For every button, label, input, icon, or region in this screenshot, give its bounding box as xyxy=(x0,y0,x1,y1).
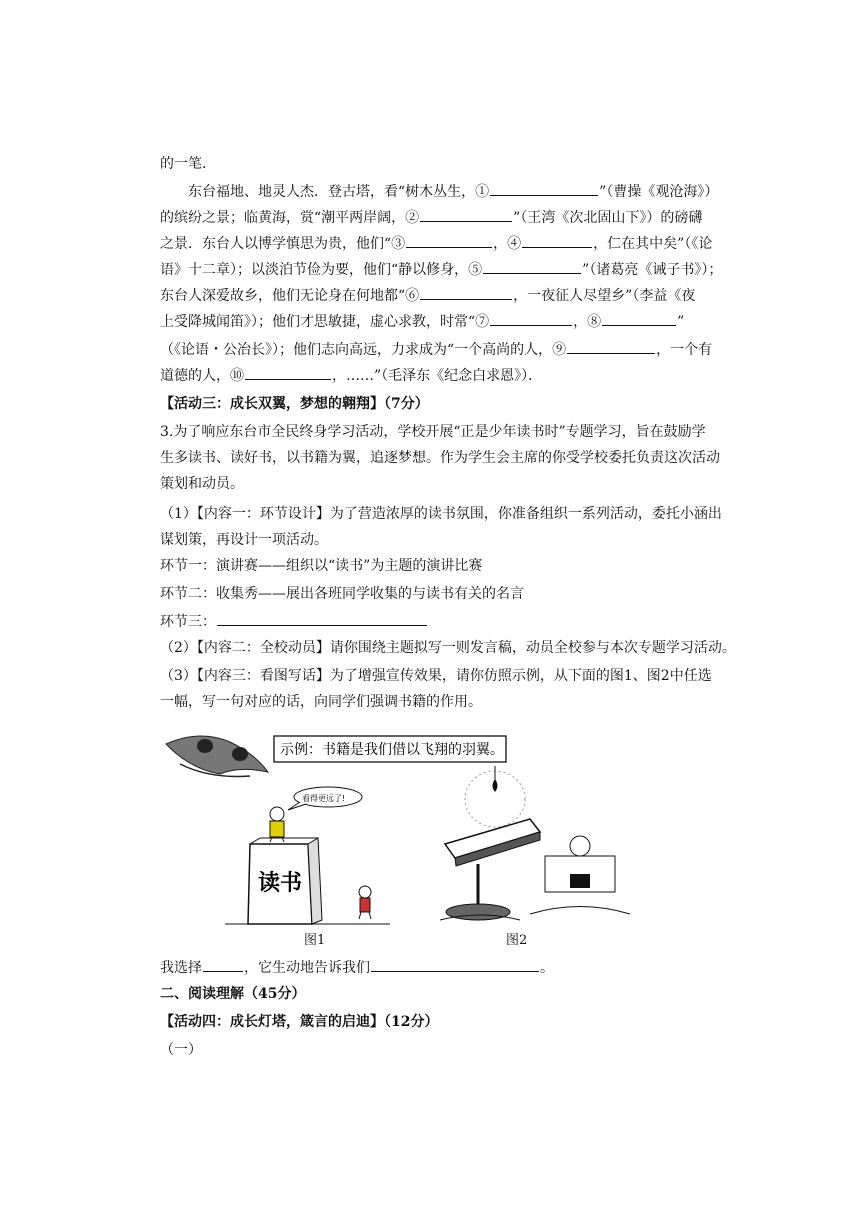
text-line-8 xyxy=(160,340,720,360)
text: 之景．东台人以博学慎思为贵，他们“③ xyxy=(160,236,406,252)
text: ，一夜征人尽望乡”（李益《夜 xyxy=(513,288,696,304)
part-2-heading: 二、阅读理解（45分） xyxy=(160,986,306,1002)
question-3-line-2: 生多读书、读好书，以书籍为翼，追逐梦想。作为学生会主席的你受学校委托负责这次活动 xyxy=(160,450,720,466)
fill-blank-10[interactable] xyxy=(245,367,331,380)
text: 我选择 xyxy=(160,960,202,976)
text: 东台福地、地灵人杰．登古塔，看“树木丛生，① xyxy=(188,184,490,200)
fill-blank-3[interactable] xyxy=(406,235,492,248)
text: （《论语・公冶长》）；他们志向高远，力求成为“一个高尚的人，⑨ xyxy=(160,342,567,358)
text: ，一个有 xyxy=(656,342,713,358)
fill-blank-2[interactable] xyxy=(420,209,512,222)
subquestion-3-line-2: 一幅，写一句对应的话，向同学们强调书籍的作用。 xyxy=(160,694,482,710)
speech-bubble-text: 看得更远了! xyxy=(302,794,346,803)
example-text: 示例：书籍是我们借以飞翔的羽翼。 xyxy=(280,742,504,758)
text: ，仁在其中矣”（《论 xyxy=(593,236,713,252)
figure-1-book-illustration xyxy=(225,787,390,924)
segment-2: 环节二：收集秀——展出各班同学收集的与读书有关的名言 xyxy=(160,586,524,602)
text: ”（诸葛亮《诫子书》）； xyxy=(582,262,723,278)
text: 道德的人，⑩ xyxy=(160,368,244,384)
flying-figures-icon xyxy=(166,736,268,777)
text: ”（王湾《次北固山下》）的磅礴 xyxy=(513,210,703,226)
subquestion-2: （2）【内容二：全校动员】请你围绕主题拟写一则发言稿，动员全校参与本次专题学习活动。 xyxy=(160,640,736,656)
question-3-line-1: 3.为了响应东台市全民终身学习活动，学校开展“正是少年读书时”专题学习，旨在鼓励学 xyxy=(160,424,706,440)
text: ” xyxy=(677,314,685,330)
text: 。 xyxy=(540,960,554,976)
text-line-6 xyxy=(160,286,720,306)
text-line-7 xyxy=(160,312,720,332)
subsection-1: （一） xyxy=(160,1042,202,1058)
segment-3 xyxy=(160,612,720,632)
question-3-line-3: 策划和动员。 xyxy=(160,476,244,492)
fill-blank-8[interactable] xyxy=(602,313,676,326)
figure-1-caption: 图1 xyxy=(304,933,326,948)
meaning-blank[interactable] xyxy=(371,959,539,972)
text: ，……”（毛泽东《纪念白求恩》）． xyxy=(332,368,543,384)
fill-blank-9[interactable] xyxy=(567,341,655,354)
section-heading-activity-3: 【活动三：成长双翼，梦想的翱翔】（7分） xyxy=(160,396,429,412)
section-heading-activity-4: 【活动四：成长灯塔，箴言的启迪】（12分） xyxy=(160,1014,439,1030)
text: 东台人深爱故乡，他们无论身在何地都“⑥ xyxy=(160,288,420,304)
subquestion-3-line-1: （3）【内容三：看图写话】为了增强宣传效果，请你仿照示例，从下面的图1、图2中任选 xyxy=(160,668,712,684)
text-line-9 xyxy=(160,366,720,386)
text-line-2 xyxy=(188,182,748,202)
text: 语》十二章）；以淡泊节俭为要，他们“静以修身，⑤ xyxy=(160,262,483,278)
cartoon-illustration xyxy=(160,724,720,949)
subquestion-1-line-2: 谋划策，再设计一项活动。 xyxy=(160,532,328,548)
text: ，④ xyxy=(493,236,522,252)
text: ”（曹操《观沧海》） xyxy=(599,184,719,200)
choice-blank[interactable] xyxy=(203,959,243,972)
book-label: 读书 xyxy=(258,871,303,896)
cartoon-figures xyxy=(160,724,720,949)
text-line-1 xyxy=(160,154,720,174)
fill-blank-6[interactable] xyxy=(420,287,512,300)
choice-line xyxy=(160,958,720,978)
answer-blank-segment-3[interactable] xyxy=(217,613,427,626)
subquestion-1-line-1: （1）【内容一：环节设计】为了营造浓厚的读书氛围，你准备组织一系列活动，委托小涵出 xyxy=(160,506,722,522)
text-line-4 xyxy=(160,234,720,254)
text: ，⑧ xyxy=(573,314,602,330)
fill-blank-4[interactable] xyxy=(522,235,592,248)
text: 的一笔． xyxy=(160,156,216,172)
text-line-3 xyxy=(160,208,720,228)
text: 的缤纷之景；临黄海，赏“潮平两岸阔，② xyxy=(160,210,420,226)
figure-2-caption: 图2 xyxy=(506,933,528,948)
fill-blank-1[interactable] xyxy=(490,183,598,196)
text: 上受降城闻笛》）；他们才思敏捷，虚心求教，时常“⑦ xyxy=(160,314,490,330)
figure-2-lamp-book-illustration xyxy=(440,766,630,920)
fill-blank-5[interactable] xyxy=(483,261,581,274)
fill-blank-7[interactable] xyxy=(490,313,572,326)
text: 环节三： xyxy=(160,614,216,630)
text-line-5 xyxy=(160,260,723,280)
segment-1: 环节一：演讲赛——组织以“读书”为主题的演讲比赛 xyxy=(160,558,483,574)
text: ，它生动地告诉我们 xyxy=(244,960,370,976)
